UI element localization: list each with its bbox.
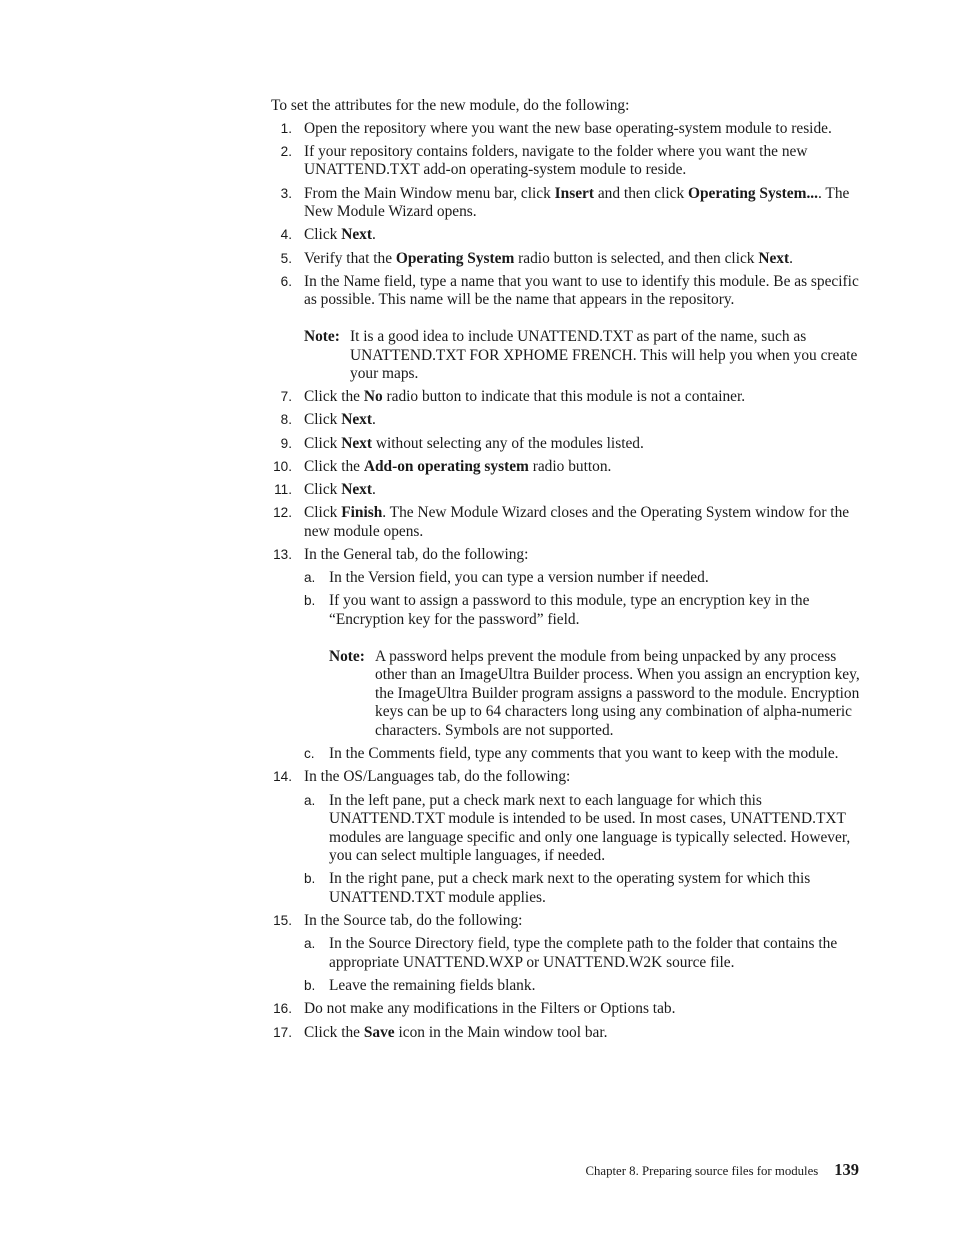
- step-6: [271, 273, 861, 384]
- step-number: 11.: [274, 482, 292, 498]
- step-number: 17.: [273, 1024, 292, 1040]
- step-14: [271, 768, 861, 907]
- step-number: 12.: [273, 505, 292, 521]
- step-text: [304, 481, 376, 498]
- bold-term: Finish: [341, 504, 383, 522]
- substep-text: In the left pane, put a check mark next to each language for which this UNATTEND.TXT module is intended to be used. In most cases, UNATTEND.TXT modules are language specific and only one language is typically selected. However, you can select multiple languages, if needed.: [329, 791, 851, 865]
- text-run: .: [371, 411, 376, 429]
- chapter-title: Chapter 8. Preparing source files for modules: [585, 1164, 819, 1178]
- step-10: [271, 458, 861, 477]
- step-text: In the Source tab, do the following:: [304, 912, 523, 930]
- step-17: [271, 1024, 861, 1043]
- step-text: [304, 1024, 608, 1041]
- bold-term: Next: [341, 226, 372, 244]
- substep-b: [304, 592, 861, 740]
- substep-b: [304, 977, 861, 996]
- note-text: It is a good idea to include UNATTEND.TXT as part of the name, such as UNATTEND.TXT FOR XPHOME FRENCH. This will help you when you create your maps.: [350, 327, 858, 383]
- text-run: Click: [304, 504, 342, 522]
- substep-text: In the Version field, you can type a version number if needed.: [329, 569, 709, 587]
- substep-text: In the right pane, put a check mark next to the operating system for which this UNATTEND.TXT module applies.: [329, 870, 811, 907]
- substep-letter: c.: [304, 746, 315, 762]
- step-number: 9.: [280, 435, 292, 451]
- page-footer: [585, 1160, 859, 1180]
- text-run: Click: [304, 411, 342, 429]
- substep-text: Leave the remaining fields blank.: [329, 977, 536, 995]
- step-number: 1.: [280, 120, 292, 136]
- text-run: radio button.: [528, 457, 612, 475]
- step-number: 3.: [280, 185, 292, 201]
- step-text: Do not make any modifications in the Filters or Options tab.: [304, 1000, 676, 1018]
- step-text: [304, 504, 849, 540]
- substep-letter: a.: [304, 570, 316, 586]
- step-number: 8.: [280, 412, 292, 428]
- substep-text: In the Source Directory field, type the complete path to the folder that contains the appropriate UNATTEND.WXP or UNATTEND.W2K source file.: [329, 935, 838, 972]
- bold-term: Next: [758, 249, 790, 267]
- text-run: icon in the Main window tool bar.: [394, 1023, 608, 1041]
- substep-b: [304, 870, 861, 907]
- substep-c: [304, 745, 861, 764]
- text-run: From the Main Window menu bar, click: [304, 184, 555, 202]
- text-run: .: [371, 481, 376, 499]
- step-text: In the Name field, type a name that you want to use to identify this module. Be as specific as possible. This name will be the name that appears in the repository.: [304, 272, 859, 309]
- text-run: and then click: [594, 184, 689, 202]
- bold-term: Save: [363, 1023, 395, 1041]
- substep-text: In the Comments field, type any comments that you want to keep with the module.: [329, 745, 839, 763]
- substep-a: [304, 569, 861, 588]
- step-4: [271, 226, 861, 245]
- step-text: If your repository contains folders, navigate to the folder where you want the new UNATTEND.TXT add-on operating-system module to reside.: [304, 142, 808, 179]
- text-run: .: [371, 226, 376, 244]
- text-run: Click: [304, 434, 342, 452]
- step-text: [304, 185, 849, 221]
- text-run: Click the: [304, 388, 364, 406]
- bold-term: Next: [341, 481, 372, 499]
- step-number: 10.: [273, 458, 292, 474]
- substep-letter: b.: [304, 871, 316, 887]
- step-number: 6.: [280, 273, 292, 289]
- bold-term: Add-on operating system: [363, 457, 529, 475]
- text-run: Click: [304, 481, 342, 499]
- substep-letter: b.: [304, 978, 316, 994]
- step-number: 7.: [280, 389, 292, 405]
- step-text: [304, 435, 644, 452]
- note: [329, 648, 861, 741]
- step-8: [271, 411, 861, 430]
- step-number: 16.: [273, 1001, 292, 1017]
- substep-text: If you want to assign a password to this module, type an encryption key in the “Encryption key for the password” field.: [329, 592, 810, 628]
- step-text: [304, 250, 793, 267]
- bold-term: Next: [341, 434, 372, 452]
- text-run: Click the: [304, 457, 364, 475]
- substep-letter: a.: [304, 936, 316, 952]
- step-13: [271, 546, 861, 764]
- step-2: [271, 143, 861, 180]
- text-run: Verify that the: [304, 249, 396, 267]
- text-run: .: [789, 249, 793, 267]
- step-text: [304, 458, 611, 475]
- note-label: Note:: [329, 647, 365, 665]
- substep-a: [304, 935, 861, 972]
- text-run: radio button is selected, and then click: [514, 249, 759, 267]
- step-text: In the General tab, do the following:: [304, 546, 529, 563]
- intro-paragraph: To set the attributes for the new module, do the following:: [271, 97, 630, 114]
- substep-letter: a.: [304, 792, 316, 808]
- document-body: [271, 97, 861, 1047]
- step-16: [271, 1000, 861, 1019]
- step-text: In the OS/Languages tab, do the following:: [304, 768, 571, 786]
- step-text: [304, 388, 745, 405]
- text-run: without selecting any of the modules listed.: [371, 434, 644, 452]
- step-number: 2.: [280, 143, 292, 159]
- step-1: [271, 120, 861, 139]
- step-text: [304, 411, 376, 428]
- bold-term: Operating System...: [688, 184, 818, 202]
- step-12: [271, 504, 861, 541]
- bold-term: No: [363, 388, 383, 406]
- note: [304, 328, 861, 384]
- step-3: [271, 185, 861, 222]
- text-run: Click the: [304, 1023, 364, 1041]
- step-number: 13.: [273, 547, 292, 562]
- bold-term: Operating System: [395, 249, 515, 267]
- step-5: [271, 250, 861, 269]
- text-run: radio button to indicate that this module is not a container.: [382, 388, 746, 406]
- step-text: [304, 226, 376, 243]
- step-number: 5.: [280, 250, 292, 266]
- step-number: 15.: [273, 913, 292, 929]
- step-text: Open the repository where you want the new base operating-system module to reside.: [304, 119, 832, 137]
- bold-term: Insert: [554, 184, 594, 202]
- step-number: 4.: [280, 227, 292, 243]
- text-run: . The New Module Wizard opens.: [304, 184, 850, 221]
- substep-letter: b.: [304, 593, 316, 609]
- step-number: 14.: [273, 769, 292, 785]
- bold-term: Next: [341, 411, 372, 429]
- step-15: [271, 912, 861, 996]
- step-11: [271, 481, 861, 500]
- text-run: . The New Module Wizard closes and the Operating System window for the new module opens.: [304, 504, 850, 540]
- note-label: Note:: [304, 327, 340, 345]
- note-text: A password helps prevent the module from being unpacked by any process other than an ImageUltra Builder process. When you assign an encryption key, the ImageUltra Builder program assigns a password to the module. Encryption keys can be up to 64 characters long using any combination of alpha-numeric characters. Symbols are not supported.: [375, 647, 860, 739]
- step-7: [271, 388, 861, 407]
- substep-a: [304, 792, 861, 866]
- page-number: 139: [834, 1160, 859, 1179]
- step-9: [271, 435, 861, 454]
- text-run: Click: [304, 226, 342, 244]
